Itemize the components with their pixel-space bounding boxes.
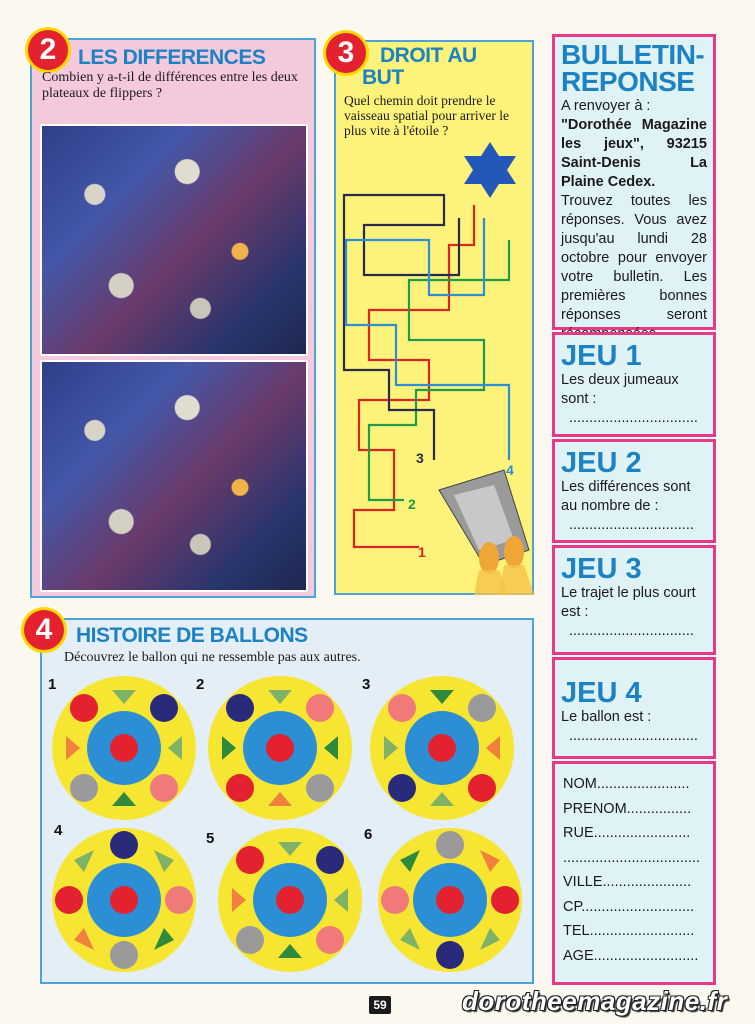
jeu3-box (552, 545, 716, 655)
balloons-drawing (40, 618, 534, 984)
mailing-address: "Dorothée Magazine les jeux", 93215 Saint-Denis La Plaine Cedex. (561, 117, 707, 190)
jeu2-text: Les différences sont au nombre de : (561, 479, 691, 514)
pinball-photo-bottom (40, 360, 308, 592)
nom-field[interactable]: NOM....................... (563, 776, 690, 792)
jeu4-answer-field[interactable]: ................................ (569, 728, 698, 744)
game-title-line2: BUT (362, 66, 404, 89)
jeu4-text: Le ballon est : (561, 709, 652, 725)
jeu3-answer-field[interactable]: ............................... (569, 623, 694, 639)
tel-field[interactable]: TEL.......................... (563, 923, 695, 939)
jeu3-text: Le trajet le plus court est : (561, 585, 696, 620)
balloon-number: 1 (48, 676, 57, 693)
jeu4-title: JEU 4 (561, 677, 642, 709)
maze-label: 4 (506, 462, 514, 478)
balloon-number: 2 (196, 676, 205, 693)
jeu2-box (552, 439, 716, 543)
game-question: Découvrez le ballon qui ne ressemble pas aux autres. (64, 650, 361, 665)
maze-label: 1 (418, 544, 426, 560)
maze-label: 3 (416, 450, 424, 466)
ville-field[interactable]: VILLE...................... (563, 874, 692, 890)
maze-path-dark (344, 195, 459, 460)
cp-field[interactable]: CP............................ (563, 898, 695, 915)
bulletin-reponse-box (552, 34, 716, 330)
game-title: HISTOIRE DE BALLONS (76, 624, 308, 647)
maze-drawing (334, 40, 534, 595)
jeu1-answer-field[interactable]: ................................ (569, 410, 698, 426)
game-title-line1: DROIT AU (380, 44, 477, 67)
balloon-number: 6 (364, 826, 373, 843)
jeu4-box (552, 657, 716, 759)
watermark: dorotheemagazine.fr (462, 986, 728, 1016)
balloon-5 (218, 828, 362, 972)
bulletin-title-line1: BULLETIN- (561, 39, 705, 70)
jeu2-title: JEU 2 (561, 447, 642, 479)
balloon-number: 3 (362, 676, 371, 693)
game-number-badge: 2 (28, 30, 68, 70)
balloon-1 (52, 676, 196, 820)
maze-label: 2 (408, 496, 416, 512)
jeu1-text: Les deux jumeaux sont : (561, 372, 679, 407)
jeu1-title: JEU 1 (561, 340, 642, 372)
game-question: Combien y a-t-il de différences entre les deux plateaux de flippers ? (42, 70, 298, 101)
balloon-4 (52, 828, 196, 972)
jeu2-answer-field[interactable]: ............................... (569, 517, 694, 533)
rue-field[interactable]: RUE........................ (563, 825, 691, 841)
jeu1-box (552, 332, 716, 437)
pinball-photo-top (40, 124, 308, 356)
game-question: Quel chemin doit prendre le vaisseau spatial pour arriver le plus vite à l'étoile ? (344, 93, 509, 138)
age-field[interactable]: AGE.......................... (563, 947, 699, 964)
game-number-badge: 3 (326, 33, 366, 73)
game-number-badge: 4 (24, 610, 64, 650)
bulletin-title-line2: REPONSE (561, 66, 695, 97)
balloon-2 (208, 676, 352, 820)
page-number: 59 (369, 996, 391, 1014)
address-continuation-field[interactable]: .................................. (563, 849, 700, 866)
contact-form (552, 761, 716, 985)
spaceship-icon (439, 470, 534, 595)
bulletin-instructions: Trouvez toutes les réponses. Vous avez jusqu'au lundi 28 octobre pour envoyer votre bulletin. Les premières bonnes réponses seront (561, 193, 707, 323)
send-to-label: A renvoyer à : (561, 98, 651, 114)
game-title: LES DIFFERENCES (78, 46, 266, 69)
star-icon (464, 142, 516, 198)
prenom-field[interactable]: PRENOM................ (563, 800, 692, 817)
balloon-number: 5 (206, 830, 215, 847)
balloon-3 (370, 676, 514, 820)
balloon-number: 4 (54, 822, 63, 839)
jeu3-title: JEU 3 (561, 553, 642, 585)
balloon-6 (378, 828, 522, 972)
